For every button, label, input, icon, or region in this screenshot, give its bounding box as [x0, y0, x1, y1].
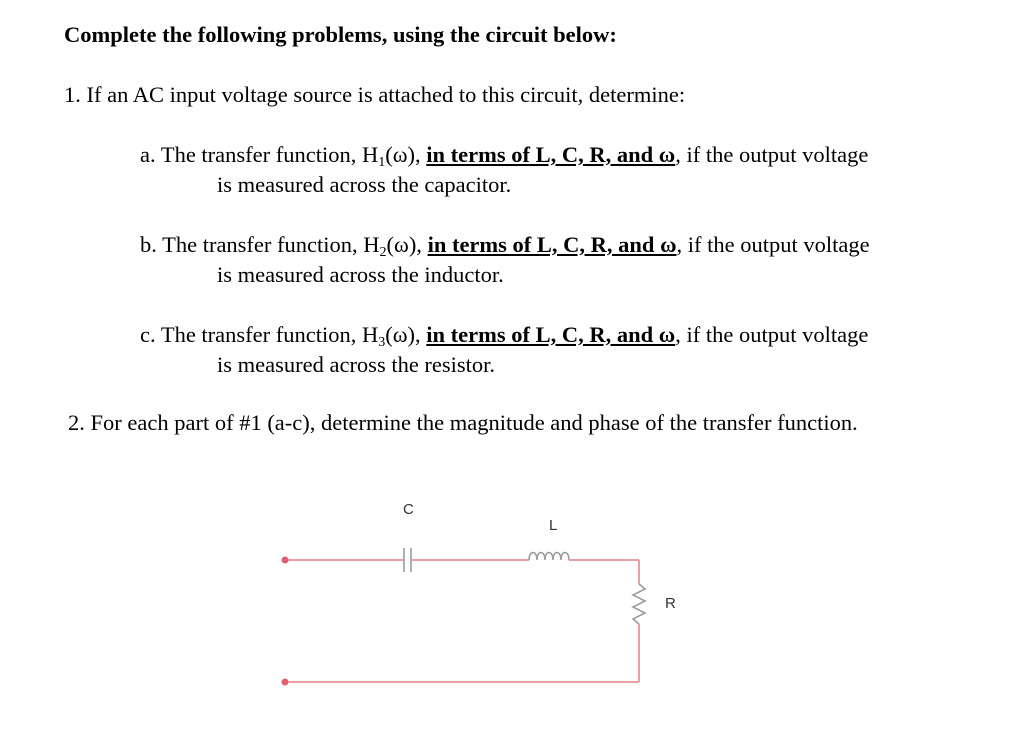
problem-1b-arg: (ω),: [386, 232, 428, 257]
problem-1b-prefix: b. The transfer function, H: [140, 232, 380, 257]
problem-1c-subscript: 3: [378, 335, 386, 350]
problem-1c-continuation: is measured across the resistor.: [217, 352, 496, 377]
resistor-label: R: [665, 595, 676, 612]
inductor-label: L: [549, 517, 558, 534]
problem-1-intro: 1. If an AC input voltage source is attached to this circuit, determine:: [64, 82, 686, 107]
problem-1a-subscript: 1: [378, 155, 386, 170]
problem-1c-suffix: , if the output voltage: [675, 322, 869, 347]
problem-1a-suffix: , if the output voltage: [675, 142, 869, 167]
problem-1b-subscript: 2: [379, 245, 387, 260]
terminal-bottom: [282, 679, 289, 686]
problem-1c-prefix: c. The transfer function, H: [140, 322, 379, 347]
page-title: Complete the following problems, using the circuit below:: [64, 22, 617, 47]
problem-1b-continuation: is measured across the inductor.: [217, 262, 504, 287]
problem-1a-prefix: a. The transfer function, H: [140, 142, 379, 167]
capacitor-label: C: [403, 501, 414, 518]
resistor-zigzag: [633, 584, 645, 624]
problem-1a-emphasis: in terms of L, C, R, and ω: [426, 142, 676, 167]
problem-1a-arg: (ω),: [385, 142, 427, 167]
problem-1c-arg: (ω),: [385, 322, 427, 347]
problem-2: 2. For each part of #1 (a-c), determine the magnitude and phase of the transfer function.: [68, 410, 858, 435]
terminal-top: [282, 557, 289, 564]
problem-1b-suffix: , if the output voltage: [676, 232, 870, 257]
problem-1a-continuation: is measured across the capacitor.: [217, 172, 512, 197]
inductor-coil: [529, 553, 569, 561]
problem-1b-emphasis: in terms of L, C, R, and ω: [427, 232, 677, 257]
problem-1c-emphasis: in terms of L, C, R, and ω: [426, 322, 676, 347]
